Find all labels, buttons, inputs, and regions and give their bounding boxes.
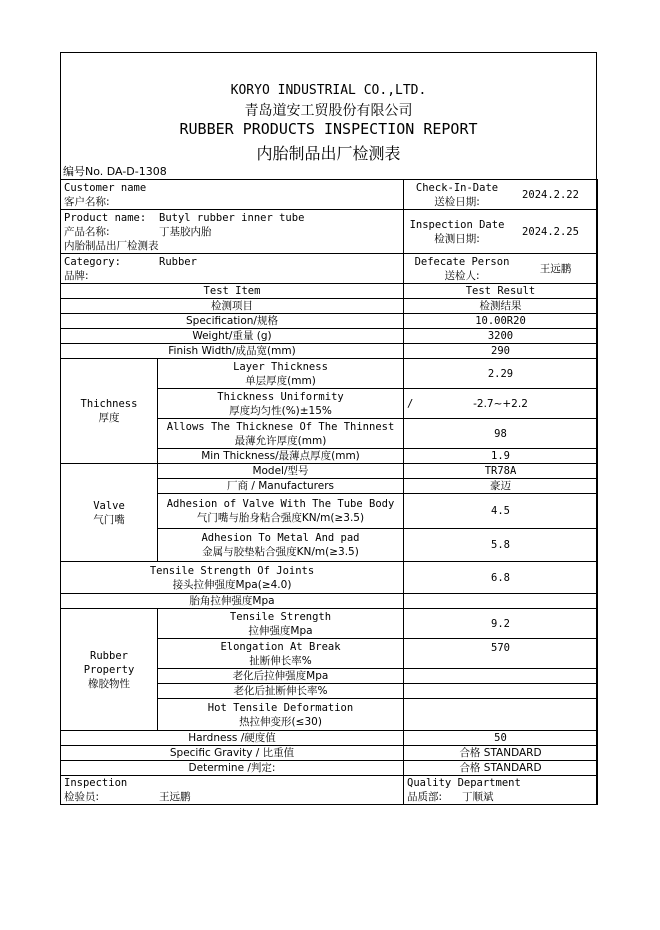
inspection-date-cell	[404, 210, 598, 254]
manufacturer-value: 豪迈	[404, 479, 598, 494]
weight-label: Weight/重量 (g)	[61, 329, 404, 344]
hot-tensile-en: Hot Tensile Deformation	[207, 701, 354, 714]
aged-tensile-label: 老化后拉伸强度Mpa	[158, 669, 404, 684]
customer-row	[61, 180, 598, 210]
finish-width-value: 290	[404, 344, 598, 359]
min-thickness-label: Min Thickness/最薄点厚度(mm)	[158, 449, 404, 464]
determine-value: 合格 STANDARD	[404, 761, 598, 776]
valve-group-en: Valve	[93, 499, 125, 512]
aged-tensile-value	[404, 669, 598, 684]
product-label-cn: 产品名称:	[64, 225, 110, 238]
company-name-en: KORYO INDUSTRIAL CO.,LTD.	[230, 83, 427, 98]
rubber-group-cn: 橡胶物性	[88, 677, 130, 690]
valve-group-label	[61, 464, 158, 562]
tensile-strength-cn: 拉伸强度Mpa	[248, 624, 313, 637]
layer-thickness-label	[158, 359, 404, 389]
aged-elongation-label: 老化后扯断伸长率%	[158, 684, 404, 699]
adhesion-body-cn: 气门嘴与胎身粘合强度KN/m(≥3.5)	[196, 512, 365, 524]
checkin-label-cn: 送检日期:	[434, 195, 480, 208]
defecate-person-value: 王远鹏	[539, 262, 572, 275]
hot-tensile-cn: 热拉伸变形(≤30)	[239, 715, 322, 728]
inspection-report-sheet	[60, 52, 597, 805]
checkin-label-en: Check-In-Date	[415, 181, 499, 194]
adhesion-metal-en: Adhesion To Metal And pad	[201, 532, 360, 544]
layer-thickness-en: Layer Thickness	[233, 360, 328, 373]
thickness-uniformity-slash: /	[407, 397, 414, 410]
hardness-value: 50	[404, 731, 598, 746]
category-row	[61, 254, 598, 284]
inspection-table	[60, 179, 598, 805]
adhesion-metal-cn: 金属与胶垫粘合强度KN/m(≥3.5)	[202, 546, 359, 558]
product-value-en: Butyl rubber inner tube	[159, 211, 305, 224]
thinnest-value: 98	[404, 419, 598, 449]
corner-tensile-label: 胎角拉伸强度Mpa	[61, 594, 404, 609]
adhesion-body-label	[158, 494, 404, 529]
thickness-uniformity-value: -2.7~+2.2	[473, 397, 528, 410]
customer-label-cn: 客户名称:	[64, 195, 110, 208]
rubber-group-en: Rubber Property	[83, 649, 135, 676]
elongation-cn: 扯断伸长率%	[249, 654, 312, 667]
gravity-value: 合格 STANDARD	[404, 746, 598, 761]
product-cell	[61, 210, 404, 254]
category-label-cn: 品牌:	[64, 269, 89, 282]
hot-tensile-label	[158, 699, 404, 731]
report-title-en: RUBBER PRODUCTS INSPECTION REPORT	[179, 120, 478, 138]
corner-tensile-value	[404, 594, 598, 609]
finish-width-label: Finish Width/成品宽(mm)	[61, 344, 404, 359]
gravity-row	[61, 746, 598, 761]
customer-cell	[61, 180, 404, 210]
quality-dept-label-en: Quality Department	[407, 777, 521, 789]
adhesion-metal-value: 5.8	[404, 529, 598, 562]
tensile-strength-value: 9.2	[404, 609, 598, 639]
quality-dept-person: 丁顺斌	[462, 791, 494, 803]
report-title-cn: 内胎制品出厂检测表	[256, 144, 401, 163]
inspection-signature-cell	[61, 776, 404, 805]
inspector-name: 王远鹏	[159, 791, 191, 803]
adhesion-body-en: Adhesion of Valve With The Tube Body	[166, 498, 395, 510]
category-label-en: Category:	[64, 255, 121, 268]
defecate-label-cn: 送检人:	[444, 269, 480, 282]
valve-model-label: Model/型号	[158, 464, 404, 479]
valve-group-cn: 气门嘴	[93, 513, 125, 526]
thickness-group-cn: 厚度	[98, 412, 120, 424]
signature-row	[61, 776, 598, 805]
company-name-cn: 青岛道安工贸股份有限公司	[244, 103, 413, 119]
spec-row	[61, 314, 598, 329]
determine-label: Determine /判定:	[61, 761, 404, 776]
joints-label	[61, 562, 404, 594]
thickness-group-en: Thichness	[80, 398, 138, 410]
valve-model-row	[61, 464, 598, 479]
product-label-en: Product name:	[64, 211, 147, 224]
product-value-cn: 丁基胶内胎	[159, 225, 212, 238]
test-result-header-en: Test Result	[404, 284, 598, 299]
joints-cn: 接头拉伸强度Mpa(≥4.0)	[172, 578, 292, 591]
thinnest-en: Allows The Thicknese Of The Thinnest	[166, 420, 395, 433]
thickness-group-label	[61, 359, 158, 464]
determine-row	[61, 761, 598, 776]
joints-value: 6.8	[404, 562, 598, 594]
thickness-uniformity-label	[158, 389, 404, 419]
inspection-date-value: 2024.2.25	[522, 225, 579, 238]
weight-value: 3200	[404, 329, 598, 344]
tensile-strength-row	[61, 609, 598, 639]
product-row	[61, 210, 598, 254]
product-extra-text: 内胎制品出厂检测表	[64, 239, 159, 252]
customer-label-en: Customer name	[64, 181, 147, 194]
rubber-group-label	[61, 609, 158, 731]
weight-row	[61, 329, 598, 344]
joints-row	[61, 562, 598, 594]
thinnest-label	[158, 419, 404, 449]
category-cell	[61, 254, 404, 284]
inspection-label-en: Inspection	[64, 777, 128, 789]
layer-thickness-row	[61, 359, 598, 389]
layer-thickness-cn: 单层厚度(mm)	[245, 374, 316, 387]
spec-label: Specification/规格	[61, 314, 404, 329]
manufacturer-label: 厂商 / Manufacturers	[158, 479, 404, 494]
elongation-label	[158, 639, 404, 669]
elongation-en: Elongation At Break	[220, 640, 341, 653]
hardness-label: Hardness /硬度值	[61, 731, 404, 746]
quality-dept-cell	[404, 776, 598, 805]
test-item-header-cn: 检测项目	[61, 299, 404, 314]
corner-tensile-row	[61, 594, 598, 609]
adhesion-body-value: 4.5	[404, 494, 598, 529]
thickness-uniformity-en: Thickness Uniformity	[217, 390, 344, 403]
gravity-label: Specific Gravity / 比重值	[61, 746, 404, 761]
inspection-label-cn: 检验员:	[64, 791, 100, 803]
finish-width-row	[61, 344, 598, 359]
layer-thickness-value: 2.29	[404, 359, 598, 389]
hot-tensile-value	[404, 699, 598, 731]
category-value: Rubber	[159, 255, 197, 268]
defecate-label-en: Defecate Person	[414, 255, 510, 268]
thinnest-cn: 最薄允许厚度(mm)	[234, 434, 327, 447]
test-item-header-cn-row	[61, 299, 598, 314]
elongation-value: 570	[404, 639, 598, 669]
hardness-row	[61, 731, 598, 746]
quality-dept-label-cn: 品质部:	[407, 791, 443, 803]
thickness-uniformity-cn: 厚度均匀性(%)±15%	[229, 404, 332, 417]
tensile-strength-en: Tensile Strength	[229, 610, 332, 623]
checkin-date-value: 2024.2.22	[522, 188, 579, 201]
joints-en: Tensile Strength Of Joints	[149, 564, 315, 577]
min-thickness-value: 1.9	[404, 449, 598, 464]
inspection-date-label-en: Inspection Date	[409, 218, 505, 231]
test-result-header-cn: 检测结果	[404, 299, 598, 314]
tensile-strength-label	[158, 609, 404, 639]
adhesion-metal-label	[158, 529, 404, 562]
thickness-uniformity-cell	[404, 389, 598, 419]
test-item-header-row	[61, 284, 598, 299]
document-number: 编号No. DA-D-1308	[63, 165, 167, 178]
valve-model-value: TR78A	[404, 464, 598, 479]
checkin-cell	[404, 180, 598, 210]
test-item-header-en: Test Item	[61, 284, 404, 299]
aged-elongation-value	[404, 684, 598, 699]
inspection-date-label-cn: 检测日期:	[434, 232, 480, 245]
defecate-cell	[404, 254, 598, 284]
spec-value: 10.00R20	[404, 314, 598, 329]
